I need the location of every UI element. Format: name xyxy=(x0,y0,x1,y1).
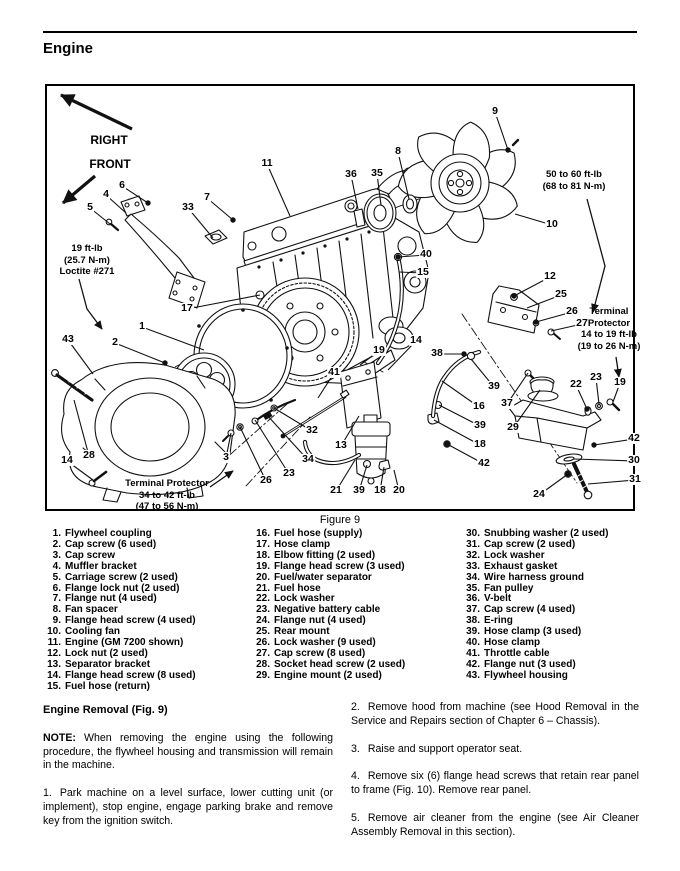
callout-7: 7 xyxy=(204,190,210,203)
part-number: 35. xyxy=(466,582,480,594)
step-number: 4. xyxy=(351,770,360,783)
callout-2: 2 xyxy=(112,335,118,348)
callout-18: 18 xyxy=(474,437,486,450)
terminal-protector-bottom-label: Terminal Protector 34 to 42 ft-lb (47 to 56 N-m) xyxy=(125,478,209,512)
callout-26: 26 xyxy=(260,473,272,486)
procedure-note xyxy=(43,732,333,773)
step-number: 2. xyxy=(351,701,360,713)
callout-21: 21 xyxy=(330,483,342,496)
callout-15: 15 xyxy=(417,265,429,278)
part-number: 5. xyxy=(52,571,61,583)
callout-10: 10 xyxy=(546,217,558,230)
part-number: 18. xyxy=(256,549,270,561)
procedure-step-1: 1. Park machine on a level surface, lower cutting unit (or implement), stop engine, engage parking brake and remove key from the ignition switch. xyxy=(43,787,333,827)
part-number: 32. xyxy=(466,549,480,561)
callout-20: 20 xyxy=(393,483,405,496)
callout-4: 4 xyxy=(103,187,109,200)
procedure-step-5: 5. Remove air cleaner from the engine (see Air Cleaner Assembly Removal in this section). xyxy=(351,811,639,838)
part-number: 14. xyxy=(47,669,61,681)
part-label: Flange lock nut (2 used) xyxy=(65,582,180,594)
callout-14: 14 xyxy=(61,453,73,466)
part-item xyxy=(45,573,251,584)
callout-12: 12 xyxy=(544,269,556,282)
callout-39: 39 xyxy=(488,379,500,392)
part-label: Fan spacer xyxy=(65,604,118,616)
callout-26: 26 xyxy=(566,304,578,317)
callout-23: 23 xyxy=(283,466,295,479)
part-label: Lock washer xyxy=(274,593,335,605)
part-label: Flange nut (4 used) xyxy=(65,593,157,605)
part-label: Cap screw (2 used) xyxy=(484,538,576,550)
part-number: 26. xyxy=(256,637,270,649)
part-number: 11. xyxy=(47,637,61,649)
part-item xyxy=(45,562,251,573)
part-label: V-belt xyxy=(484,593,512,605)
part-label: Elbow fitting (2 used) xyxy=(274,549,376,561)
torque-label-crankshaft: 50 to 60 ft-lb (68 to 81 N-m) xyxy=(542,169,606,192)
callout-13: 13 xyxy=(335,438,347,451)
procedure-step-4: 4. Remove six (6) flange head screws that retain rear panel to frame (Fig. 10). Remove rear panel. xyxy=(351,770,639,797)
part-number: 16. xyxy=(256,528,270,539)
part-number: 27. xyxy=(256,647,270,659)
part-number: 22. xyxy=(256,593,270,605)
part-number: 4. xyxy=(52,560,61,572)
callout-32: 32 xyxy=(306,423,318,436)
part-number: 9. xyxy=(52,615,61,627)
part-number: 39. xyxy=(466,626,480,638)
part-number: 37. xyxy=(466,604,480,616)
part-number: 38. xyxy=(466,615,480,627)
callout-35: 35 xyxy=(371,166,383,179)
procedure-right-column xyxy=(351,701,639,854)
part-label: Fan pulley xyxy=(484,582,534,594)
callout-14: 14 xyxy=(410,333,422,346)
part-label: Hose clamp xyxy=(484,637,541,649)
part-label: Hose clamp (3 used) xyxy=(484,626,582,638)
part-number: 42. xyxy=(466,658,480,670)
note-label: NOTE: xyxy=(43,731,76,744)
callout-19: 19 xyxy=(614,375,626,388)
part-number: 36. xyxy=(466,593,480,605)
part-label: Throttle cable xyxy=(484,647,550,659)
figure-box xyxy=(45,84,641,512)
part-label: Negative battery cable xyxy=(274,604,381,616)
callout-24: 24 xyxy=(533,487,545,500)
part-label: Exhaust gasket xyxy=(484,560,558,572)
torque-label-flywheel: 19 ft-lb (25.7 N-m) Loctite #271 xyxy=(59,243,115,277)
part-item xyxy=(254,573,460,584)
callout-28: 28 xyxy=(83,448,95,461)
parts-list-column-1 xyxy=(45,529,251,693)
step-number: 3. xyxy=(351,742,360,755)
part-label: Wire harness ground xyxy=(484,571,584,583)
callout-3: 3 xyxy=(223,450,229,463)
callout-40: 40 xyxy=(420,247,432,260)
part-number: 19. xyxy=(256,560,270,572)
page-heading: Engine xyxy=(43,40,94,57)
parts-list-column-2 xyxy=(254,529,460,682)
callout-43: 43 xyxy=(62,332,74,345)
callout-17: 17 xyxy=(181,301,193,314)
parts-list-column-3 xyxy=(464,529,654,682)
procedure-step-2: 2. Remove hood from machine (see Hood Removal in the Service and Repairs section of Chapter 6 – Chassis). xyxy=(351,701,639,727)
part-label: Flange nut (4 used) xyxy=(274,615,366,627)
part-item xyxy=(464,562,654,573)
part-number: 13. xyxy=(47,658,61,670)
part-number: 33. xyxy=(466,560,480,572)
callout-38: 38 xyxy=(431,346,443,359)
part-number: 10. xyxy=(47,626,61,638)
part-label: Fuel/water separator xyxy=(274,571,372,583)
part-label: Fuel hose xyxy=(274,582,321,594)
terminal-protector-right-label: Terminal Protector 14 to 19 ft-lb (19 to 26 N-m) xyxy=(577,306,641,352)
part-label: Engine (GM 7200 shown) xyxy=(65,637,184,649)
note-text: When removing the engine using the following procedure, the flywheel housing and transmission will remain in the machine. xyxy=(43,731,333,772)
part-label: Cap screw (4 used) xyxy=(484,604,576,616)
callout-29: 29 xyxy=(507,420,519,433)
part-label: Lock washer (9 used) xyxy=(274,637,376,649)
part-number: 30. xyxy=(466,528,480,539)
part-label: Cap screw (6 used) xyxy=(65,538,157,550)
part-number: 3. xyxy=(52,549,61,561)
callout-18: 18 xyxy=(374,483,386,496)
callout-33: 33 xyxy=(182,200,194,213)
part-label: Lock nut (2 used) xyxy=(65,647,148,659)
callout-34: 34 xyxy=(302,452,314,465)
part-label: Flange nut (3 used) xyxy=(484,658,576,670)
callout-42: 42 xyxy=(478,456,490,469)
callout-39: 39 xyxy=(353,483,365,496)
part-label: Snubbing washer (2 used) xyxy=(484,528,609,539)
step-number: 5. xyxy=(351,811,360,824)
part-label: Lock washer xyxy=(484,549,545,561)
part-label: Flywheel housing xyxy=(484,669,568,681)
part-number: 29. xyxy=(256,669,270,681)
callout-25: 25 xyxy=(555,287,567,300)
part-number: 2. xyxy=(52,538,61,550)
part-label: Cooling fan xyxy=(65,626,120,638)
part-number: 24. xyxy=(256,615,270,627)
direction-label-front: FRONT xyxy=(89,157,131,171)
part-number: 17. xyxy=(256,538,270,550)
callout-11: 11 xyxy=(261,156,273,169)
callout-31: 31 xyxy=(629,472,641,485)
part-label: Muffler bracket xyxy=(65,560,137,572)
part-item xyxy=(464,671,654,682)
procedure-left-column xyxy=(43,704,333,843)
callout-23: 23 xyxy=(590,370,602,383)
part-number: 40. xyxy=(466,637,480,649)
part-label: Hose clamp xyxy=(274,538,331,550)
callout-9: 9 xyxy=(492,104,498,117)
part-number: 8. xyxy=(52,604,61,616)
top-rule xyxy=(43,31,637,33)
section-title: Engine Removal (Fig. 9) xyxy=(43,704,168,716)
callout-5: 5 xyxy=(87,200,93,213)
part-item xyxy=(464,573,654,584)
callout-39: 39 xyxy=(474,418,486,431)
part-number: 25. xyxy=(256,626,270,638)
direction-label-right: RIGHT xyxy=(90,133,128,147)
part-label: E-ring xyxy=(484,615,513,627)
part-label: Rear mount xyxy=(274,626,330,638)
part-number: 20. xyxy=(256,571,270,583)
part-item xyxy=(254,671,460,682)
part-label: Engine mount (2 used) xyxy=(274,669,382,681)
callout-1: 1 xyxy=(139,319,145,332)
part-label: Flywheel coupling xyxy=(65,528,152,539)
part-number: 7. xyxy=(52,593,61,605)
part-item xyxy=(254,562,460,573)
part-label: Cap screw xyxy=(65,549,116,561)
part-number: 21. xyxy=(256,582,270,594)
callout-27: 27 xyxy=(576,316,588,329)
step-number: 1. xyxy=(43,787,52,800)
callout-41: 41 xyxy=(328,365,340,378)
procedure-step-3: 3. Raise and support operator seat. xyxy=(351,742,523,755)
part-number: 1. xyxy=(52,528,61,539)
callout-8: 8 xyxy=(395,144,401,157)
part-number: 6. xyxy=(52,582,61,594)
part-label: Flange head screw (3 used) xyxy=(274,560,405,572)
callout-22: 22 xyxy=(570,377,582,390)
callout-37: 37 xyxy=(501,396,513,409)
callout-overlay xyxy=(47,86,641,512)
callout-36: 36 xyxy=(345,167,357,180)
part-number: 43. xyxy=(466,669,480,681)
part-label: Fuel hose (supply) xyxy=(274,528,363,539)
part-label: Flange head screw (8 used) xyxy=(65,669,196,681)
callout-6: 6 xyxy=(119,178,125,191)
part-number: 34. xyxy=(466,571,480,583)
part-number: 28. xyxy=(256,658,270,670)
part-label: Cap screw (8 used) xyxy=(274,647,366,659)
part-number: 41. xyxy=(466,647,480,659)
part-item xyxy=(45,682,251,693)
callout-16: 16 xyxy=(473,399,485,412)
callout-19: 19 xyxy=(373,343,385,356)
part-number: 12. xyxy=(47,647,61,659)
part-number: 15. xyxy=(47,680,61,692)
part-label: Carriage screw (2 used) xyxy=(65,571,178,583)
part-label: Flange head screw (4 used) xyxy=(65,615,196,627)
part-label: Fuel hose (return) xyxy=(65,680,151,692)
part-number: 31. xyxy=(466,538,480,550)
figure-caption: Figure 9 xyxy=(319,514,361,526)
part-label: Socket head screw (2 used) xyxy=(274,658,406,670)
part-label: Separator bracket xyxy=(65,658,151,670)
callout-42: 42 xyxy=(628,431,640,444)
callout-30: 30 xyxy=(628,453,640,466)
part-number: 23. xyxy=(256,604,270,616)
